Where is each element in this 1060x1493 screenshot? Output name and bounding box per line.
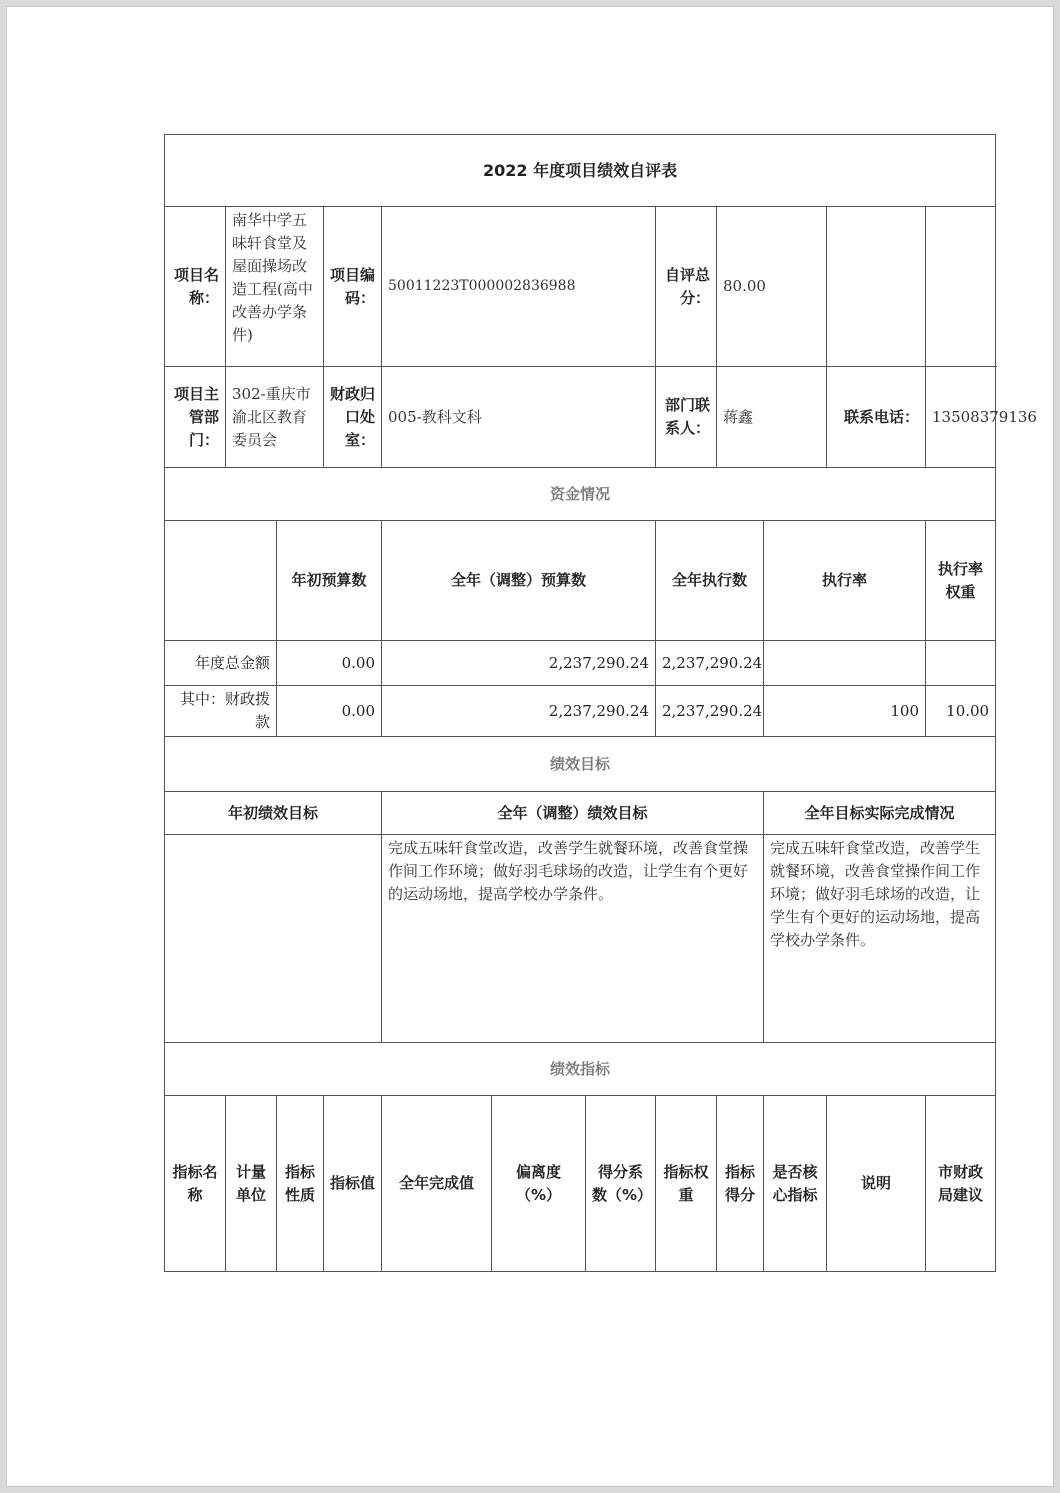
funds-section-title: 资金情况	[165, 468, 996, 521]
phone-label: 联系电话：	[827, 367, 926, 468]
indicator-header-unit: 计量单位	[226, 1096, 277, 1272]
project-name-label: 项目名称：	[165, 207, 226, 367]
funds-header-adjusted: 全年（调整）预算数	[382, 521, 656, 641]
funds-header-rate: 执行率	[764, 521, 926, 641]
score-label: 自评总分：	[656, 207, 717, 367]
empty-cell	[926, 207, 996, 367]
indicator-header-deviation: 偏离度（%）	[492, 1096, 586, 1272]
funds-row-label: 年度总金额	[165, 641, 277, 686]
funds-initial: 0.00	[277, 641, 382, 686]
empty-header-cell	[165, 521, 277, 641]
finance-office-label: 财政归口处室：	[324, 367, 382, 468]
indicator-header-completed: 全年完成值	[382, 1096, 492, 1272]
indicator-header-notes: 说明	[827, 1096, 926, 1272]
department-label: 项目主管部门：	[165, 367, 226, 468]
funds-header-weight: 执行率权重	[926, 521, 996, 641]
project-name: 南华中学五味轩食堂及屋面操场改造工程(高中改善办学条件)	[226, 207, 324, 367]
performance-self-evaluation-table	[164, 134, 1037, 1272]
contact-person: 蒋鑫	[717, 367, 827, 468]
funds-header-executed: 全年执行数	[656, 521, 764, 641]
document-page	[6, 6, 1054, 1487]
goal-initial-text	[165, 835, 382, 1043]
goals-header-actual: 全年目标实际完成情况	[764, 792, 996, 835]
funds-rate	[764, 641, 926, 686]
funds-adjusted: 2,237,290.24	[382, 686, 656, 737]
goals-header-initial: 年初绩效目标	[165, 792, 382, 835]
goal-adjusted-text: 完成五味轩食堂改造，改善学生就餐环境，改善食堂操作间工作环境；做好羽毛球场的改造，让学生有个更好的运动场地，提高学校办学条件。	[382, 835, 764, 1043]
funds-adjusted: 2,237,290.24	[382, 641, 656, 686]
department: 302-重庆市渝北区教育委员会	[226, 367, 324, 468]
funds-rate: 100	[764, 686, 926, 737]
indicator-header-value: 指标值	[324, 1096, 382, 1272]
funds-initial: 0.00	[277, 686, 382, 737]
indicator-header-weight: 指标权重	[656, 1096, 717, 1272]
goals-header-adjusted: 全年（调整）绩效目标	[382, 792, 764, 835]
project-code-label: 项目编码：	[324, 207, 382, 367]
self-score: 80.00	[717, 207, 827, 367]
table-row	[165, 641, 996, 686]
funds-row-label: 其中：财政拨款	[165, 686, 277, 737]
funds-executed: 2,237,290.24	[656, 641, 764, 686]
phone-number: 13508379136	[926, 367, 996, 468]
funds-executed: 2,237,290.24	[656, 686, 764, 737]
finance-office: 005-教科文科	[382, 367, 656, 468]
form-title: 2022 年度项目绩效自评表	[165, 135, 996, 207]
goal-actual-text: 完成五味轩食堂改造，改善学生就餐环境，改善食堂操作间工作环境；做好羽毛球场的改造，让学生有个更好的运动场地，提高学校办学条件。	[764, 835, 996, 1043]
goals-section-title: 绩效目标	[165, 737, 996, 792]
funds-weight: 10.00	[926, 686, 996, 737]
indicator-header-core: 是否核心指标	[764, 1096, 827, 1272]
indicator-header-score: 指标得分	[717, 1096, 764, 1272]
contact-label: 部门联系人：	[656, 367, 717, 468]
indicator-header-suggestion: 市财政局建议	[926, 1096, 996, 1272]
funds-weight	[926, 641, 996, 686]
indicator-header-name: 指标名称	[165, 1096, 226, 1272]
indicators-section-title: 绩效指标	[165, 1043, 996, 1096]
table-row	[165, 686, 996, 737]
funds-header-initial: 年初预算数	[277, 521, 382, 641]
indicator-header-coefficient: 得分系数（%）	[586, 1096, 656, 1272]
project-code: 50011223T000002836988	[382, 207, 656, 367]
indicator-header-nature: 指标性质	[277, 1096, 324, 1272]
empty-cell	[827, 207, 926, 367]
